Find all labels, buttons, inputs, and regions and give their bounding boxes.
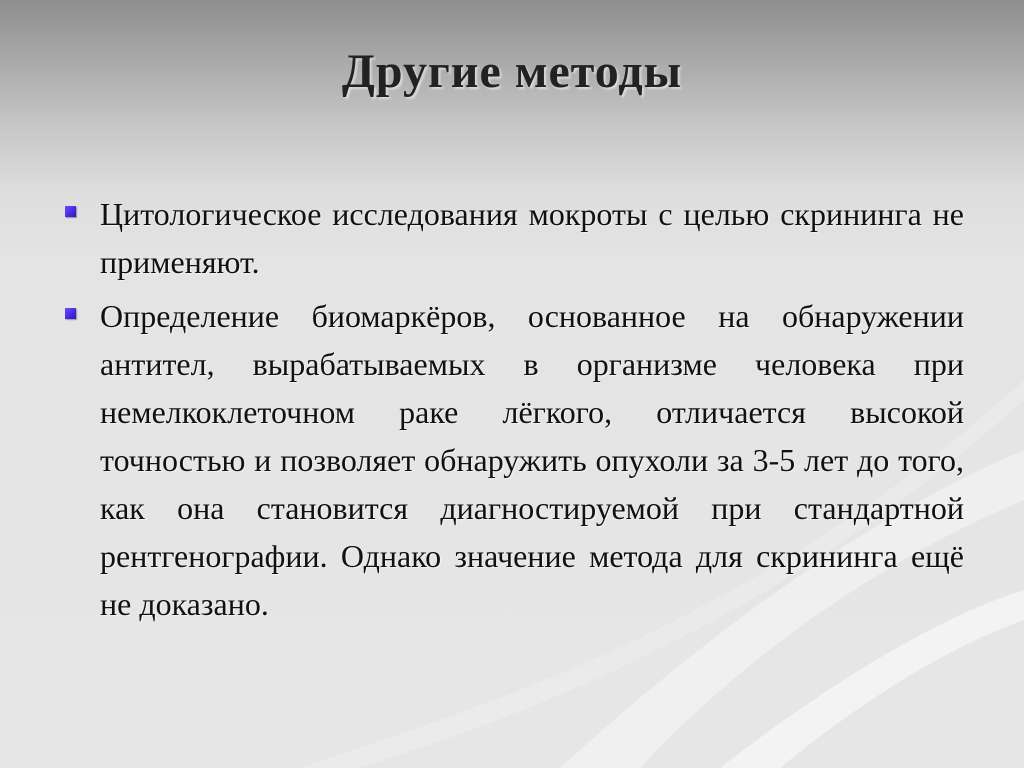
slide-title: Другие методы xyxy=(341,45,683,98)
square-bullet-icon xyxy=(65,308,76,319)
square-bullet-icon xyxy=(65,206,76,217)
bullet-text: Цитологическое исследования мокроты с целью скрининга не применяют. xyxy=(100,196,964,280)
bullet-text: Определение биомаркёров, основанное на обнаружении антител, вырабатываемых в организме человека при немелкоклеточном раке лёгкого, отличается высокой точностью и позволяет обнаружить опухоли за 3-5 лет до того, как она становится диагностируемой при стандартной рентгенографии. Однако значение метода для скрининга ещё не доказано. xyxy=(100,298,964,622)
bullet-item xyxy=(62,190,964,286)
bullet-item xyxy=(62,292,964,628)
bullet-list xyxy=(62,190,964,634)
